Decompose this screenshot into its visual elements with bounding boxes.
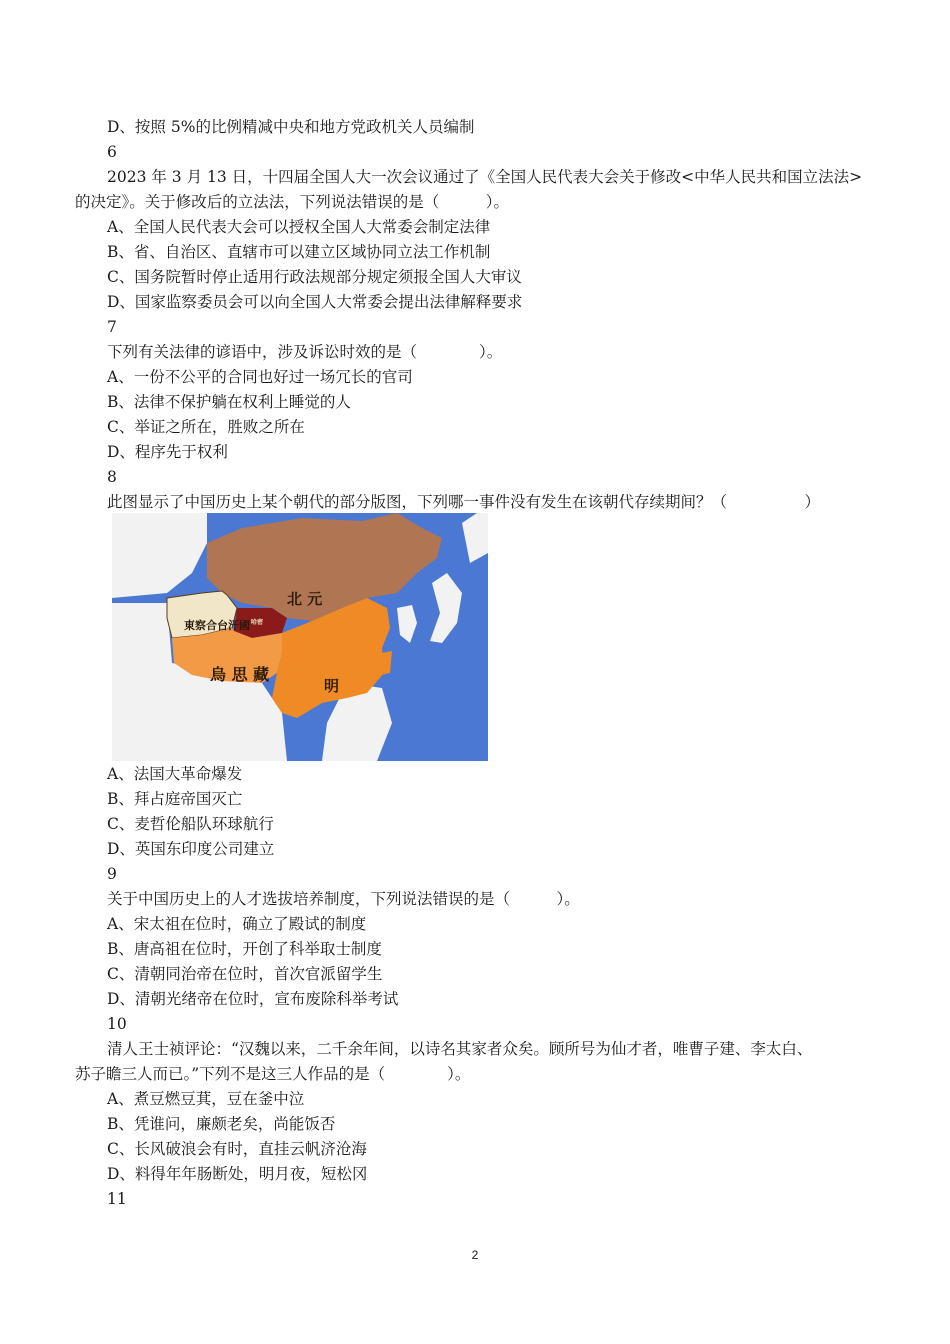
map-label-northern-yuan: 北 元 [287,590,323,608]
q6-option-b: B、省、自治区、直辖市可以建立区域协同立法工作机制 [107,243,491,261]
q9-number: 9 [107,865,117,883]
q6-stem-line1: 2023 年 3 月 13 日，十四届全国人大一次会议通过了《全国人民代表大会关于修改<中华人民共和国立法法> [107,168,863,186]
land-central-asia [112,603,172,663]
map-label-east-chagatai: 東察合台汗國 [184,619,250,632]
q10-number: 10 [107,1015,127,1033]
q8-option-b: B、拜占庭帝国灭亡 [107,790,243,808]
q9-option-b: B、唐高祖在位时，开创了科举取士制度 [107,940,382,958]
q8-stem: 此图显示了中国历史上某个朝代的部分版图，下列哪一事件没有发生在该朝代存续期间？（ ） [107,493,821,511]
q11-number: 11 [107,1190,127,1208]
q7-option-d: D、程序先于权利 [107,443,228,461]
map-graphic [112,513,488,761]
q7-option-a: A、一份不公平的合同也好过一场冗长的官司 [107,368,413,386]
q8-number: 8 [107,468,117,486]
q9-stem: 关于中国历史上的人才选拔培养制度，下列说法错误的是（ ）。 [107,890,580,908]
q6-option-a: A、全国人民代表大会可以授权全国人大常委会制定法律 [107,218,491,236]
q10-option-a: A、煮豆燃豆萁，豆在釜中泣 [107,1090,305,1108]
q5-option-d: D、按照 5%的比例精减中央和地方党政机关人员编制 [107,118,475,136]
q7-number: 7 [107,318,117,336]
map-label-u-tsang: 烏 思 藏 [210,665,270,684]
q6-stem-line2: 的决定》。关于修改后的立法法，下列说法错误的是（ ）。 [75,193,510,211]
q10-option-b: B、凭谁问，廉颇老矣，尚能饭否 [107,1115,336,1133]
q6-option-d: D、国家监察委员会可以向全国人大常委会提出法律解释要求 [107,293,523,311]
page-number: 2 [471,1248,479,1262]
historical-map [112,513,488,761]
q8-option-a: A、法国大革命爆发 [107,765,243,783]
q10-stem-line1: 清人王士祯评论：“汉魏以来，二千余年间，以诗名其家者众矣。顾所号为仙才者，唯曹子建、李太白、 [107,1040,813,1058]
q10-option-c: C、长风破浪会有时，直挂云帆济沧海 [107,1140,367,1158]
map-label-ming: 明 [324,677,340,695]
q9-option-c: C、清朝同治帝在位时，首次官派留学生 [107,965,383,983]
q10-stem-line2: 苏子瞻三人而已。”下列不是这三人作品的是（ ）。 [75,1065,471,1083]
q9-option-a: A、宋太祖在位时，确立了殿试的制度 [107,915,367,933]
q6-option-c: C、国务院暂时停止适用行政法规部分规定须报全国人大审议 [107,268,522,286]
q7-option-b: B、法律不保护躺在权利上睡觉的人 [107,393,351,411]
map-label-hami: 哈密 [251,619,264,626]
q10-option-d: D、料得年年肠断处，明月夜，短松冈 [107,1165,368,1183]
q6-number: 6 [107,143,117,161]
q9-option-d: D、清朝光绪帝在位时，宣布废除科举考试 [107,990,399,1008]
q8-option-d: D、英国东印度公司建立 [107,840,275,858]
q7-option-c: C、举证之所在，胜败之所在 [107,418,305,436]
q8-option-c: C、麦哲伦船队环球航行 [107,815,274,833]
q7-stem: 下列有关法律的谚语中，涉及诉讼时效的是（ ）。 [107,343,503,361]
